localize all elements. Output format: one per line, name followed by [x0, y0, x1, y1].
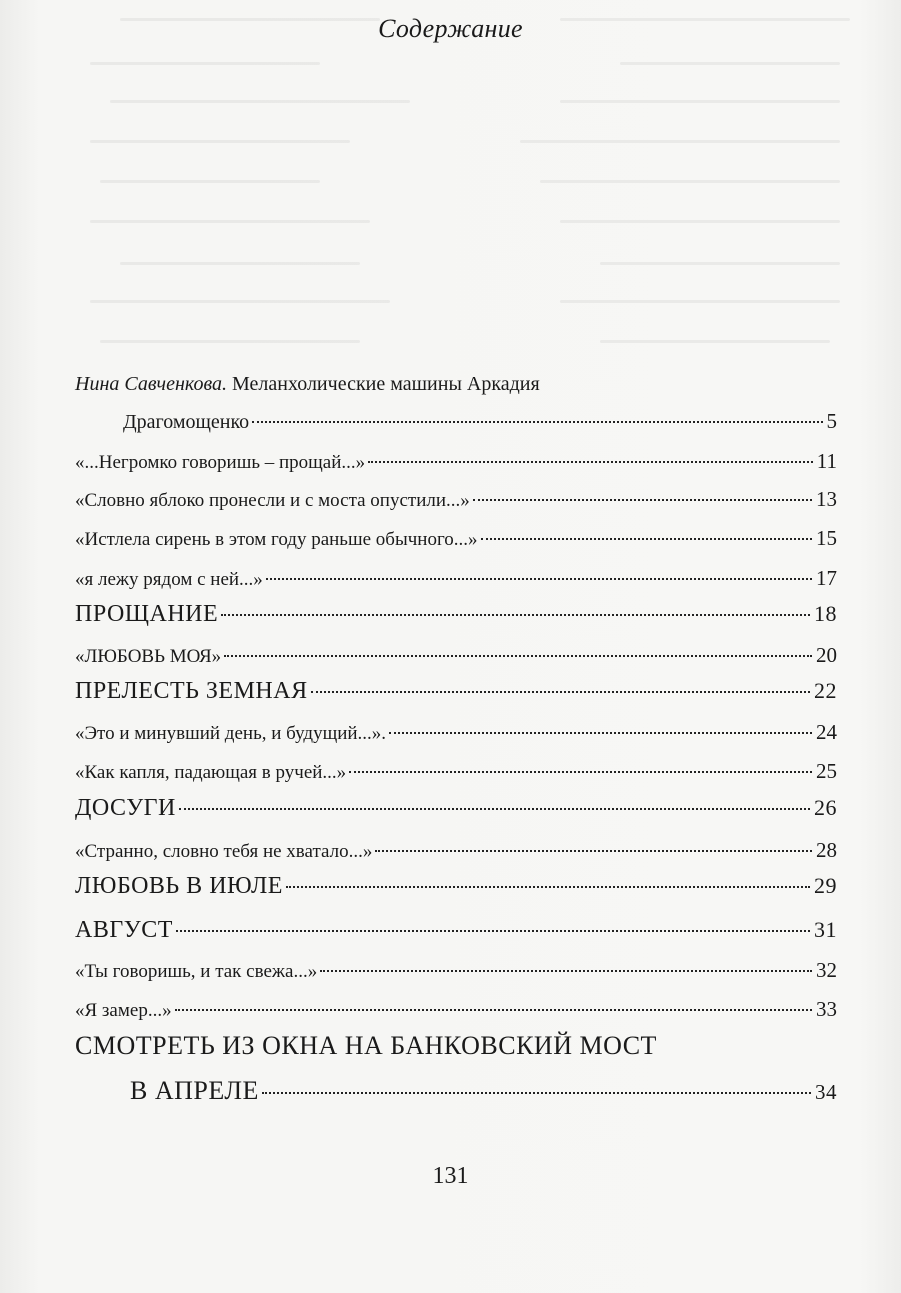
last-entry-title-line2: В АПРЕЛЕ	[130, 1076, 259, 1105]
page-number: 31	[814, 917, 837, 942]
toc-entry[interactable]	[75, 838, 837, 863]
dot-leader	[175, 1009, 812, 1011]
toc-entry[interactable]	[75, 643, 837, 668]
dot-leader	[311, 691, 810, 693]
dot-leader	[262, 1092, 811, 1094]
page-number: 34	[815, 1080, 837, 1104]
page-number: 33	[816, 997, 837, 1021]
toc-entry[interactable]	[75, 526, 837, 551]
dot-leader	[266, 578, 812, 580]
entry-title: ЛЮБОВЬ В ИЮЛЕ	[75, 873, 283, 899]
entry-title: «...Негромко говоришь – прощай...»	[75, 452, 366, 473]
entry-title: «Как капля, падающая в ручей...»	[75, 762, 347, 783]
toc-entry[interactable]	[75, 759, 837, 784]
intro-title-continued: Драгомощенко	[123, 411, 250, 433]
page-number: 20	[816, 643, 837, 667]
intro-title: Меланхолические машины Аркадия	[232, 373, 540, 395]
toc-entry[interactable]	[75, 795, 837, 822]
page-number: 29	[814, 873, 837, 898]
page-number: 11	[816, 449, 837, 473]
entry-title: «я лежу рядом с ней...»	[75, 569, 263, 590]
page-number: 22	[814, 678, 837, 703]
page-number: 28	[816, 838, 837, 862]
intro-entry[interactable]	[75, 409, 837, 434]
dot-leader	[368, 461, 813, 463]
page-number: 17	[816, 566, 837, 590]
page-number: 32	[816, 958, 837, 982]
toc-entry[interactable]	[75, 958, 837, 983]
entry-title: ДОСУГИ	[75, 795, 176, 821]
page-number: 5	[826, 409, 837, 433]
intro-essay	[75, 373, 835, 396]
entry-title: «Странно, словно тебя не хватало...»	[75, 841, 373, 862]
toc-entry[interactable]	[75, 449, 837, 474]
entry-title: ПРОЩАНИЕ	[75, 601, 219, 627]
page-number: 24	[816, 720, 837, 744]
dot-leader	[176, 930, 810, 932]
dot-leader	[349, 771, 812, 773]
last-entry[interactable]	[75, 1076, 837, 1106]
toc-entry[interactable]	[75, 601, 837, 628]
toc-entry[interactable]	[75, 873, 837, 900]
dot-leader	[320, 970, 812, 972]
entry-title: «Это и минувший день, и будущий...».	[75, 723, 387, 744]
last-entry-title-line1[interactable]: СМОТРЕТЬ ИЗ ОКНА НА БАНКОВСКИЙ МОСТ	[75, 1031, 657, 1060]
toc-entry[interactable]	[75, 720, 837, 745]
dot-leader	[252, 421, 822, 423]
dot-leader	[389, 732, 812, 734]
dot-leader	[473, 499, 812, 501]
dot-leader	[179, 808, 810, 810]
toc-heading: Содержание	[378, 14, 523, 43]
entry-title: «Ты говоришь, и так свежа...»	[75, 961, 318, 982]
dot-leader	[221, 614, 810, 616]
toc-entry[interactable]	[75, 487, 837, 512]
dot-leader	[481, 538, 812, 540]
page-number: 18	[814, 601, 837, 626]
toc-entry[interactable]	[75, 917, 837, 944]
entry-title: «Истлела сирень в этом году раньше обычного...»	[75, 529, 478, 550]
entry-title: «Я замер...»	[75, 1000, 172, 1021]
toc-entry[interactable]	[75, 566, 837, 591]
page-number: 26	[814, 795, 837, 820]
dot-leader	[286, 886, 810, 888]
page-number: 13	[816, 487, 837, 511]
entry-title: «Словно яблоко пронесли и с моста опустили...»	[75, 490, 470, 511]
dot-leader	[375, 850, 812, 852]
entry-title: ПРЕЛЕСТЬ ЗЕМНАЯ	[75, 678, 308, 704]
folio-page-number: 131	[432, 1163, 469, 1189]
dot-leader	[224, 655, 812, 657]
entry-title: «ЛЮБОВЬ МОЯ»	[75, 646, 222, 667]
page-number: 25	[816, 759, 837, 783]
toc-entry[interactable]	[75, 678, 837, 705]
intro-author: Нина Савченкова.	[75, 373, 228, 395]
page-number: 15	[816, 526, 837, 550]
entry-title: АВГУСТ	[75, 917, 173, 943]
toc-entry[interactable]	[75, 997, 837, 1022]
